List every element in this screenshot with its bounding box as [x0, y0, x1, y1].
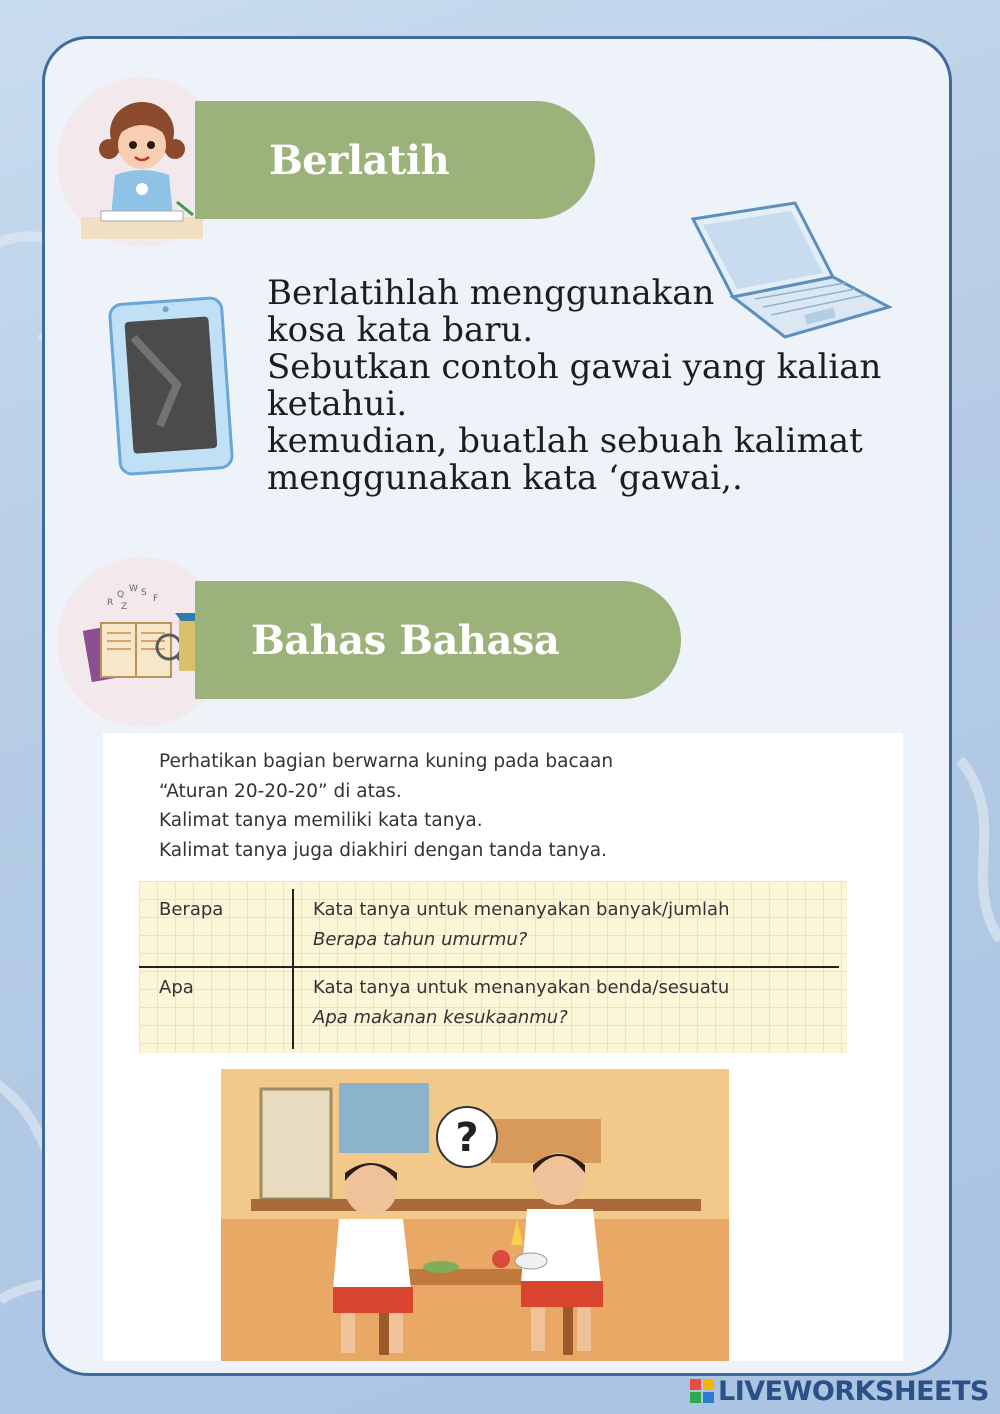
intro-line: “Aturan 20-20-20” di atas. [159, 780, 402, 802]
svg-text:S: S [141, 588, 147, 598]
berlatih-banner [195, 101, 595, 219]
table-definition-cell: Kata tanya untuk menanyakan benda/sesuatu [313, 977, 730, 998]
table-example-cell: Apa makanan kesukaanmu? [313, 1007, 568, 1028]
bahas-banner [195, 581, 681, 699]
bahas-title: Bahas Bahasa [251, 616, 560, 664]
instruction-line: Sebutkan contoh gawai yang kalian [267, 347, 882, 387]
intro-line: Kalimat tanya juga diakhiri dengan tanda tanya. [159, 839, 607, 861]
instruction-line: Berlatihlah menggunakan [267, 273, 715, 313]
watermark-text: LIVEWORKSHEETS [718, 1375, 989, 1407]
tablet-icon [107, 295, 237, 477]
instruction-line: menggunakan kata ‘gawai,. [267, 458, 743, 498]
worksheet-card [42, 36, 952, 1376]
children-eating-illustration [221, 1069, 729, 1361]
table-word-cell: Berapa [159, 899, 224, 920]
instruction-line: kemudian, buatlah sebuah kalimat [267, 421, 863, 461]
table-definition-cell: Kata tanya untuk menanyakan banyak/jumlah [313, 899, 730, 920]
table-column-divider [292, 889, 294, 1049]
instruction-line: kosa kata baru. [267, 310, 534, 350]
instruction-line: ketahui. [267, 384, 408, 424]
svg-text:W: W [129, 584, 138, 594]
liveworksheets-logo-icon [690, 1379, 714, 1403]
svg-text:R: R [107, 598, 114, 608]
liveworksheets-watermark [690, 1374, 989, 1408]
svg-text:Z: Z [121, 602, 128, 612]
textbook-excerpt [103, 733, 903, 1361]
table-word-cell: Apa [159, 977, 194, 998]
question-word-table [139, 881, 847, 1053]
svg-text:F: F [153, 594, 159, 604]
excerpt-intro [159, 747, 613, 865]
intro-line: Kalimat tanya memiliki kata tanya. [159, 810, 483, 831]
intro-line: Perhatikan bagian berwarna kuning pada bacaan [159, 751, 614, 772]
table-row-divider [139, 966, 839, 968]
svg-text:Q: Q [117, 590, 125, 600]
berlatih-title: Berlatih [269, 136, 450, 184]
table-example-cell: Berapa tahun umurmu? [313, 929, 528, 950]
question-bubble-symbol: ? [455, 1115, 479, 1161]
berlatih-instructions [267, 275, 887, 497]
